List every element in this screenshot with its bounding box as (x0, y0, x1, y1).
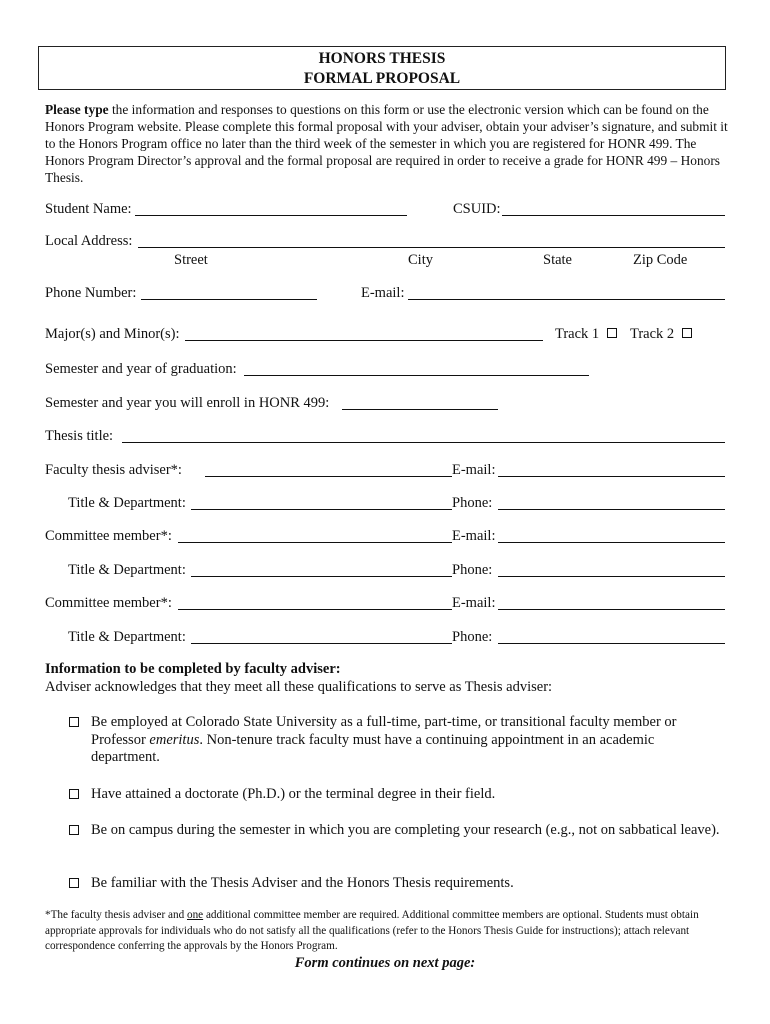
qualification1-checkbox[interactable] (69, 717, 79, 727)
committee-member2-title-dept-label: Title & Department: (68, 629, 186, 645)
thesis-title-field[interactable] (122, 442, 725, 443)
csuid-label: CSUID: (453, 201, 501, 217)
local-address-field[interactable] (138, 247, 725, 248)
form-title-line2: FORMAL PROPOSAL (303, 70, 461, 87)
form-continues-note: Form continues on next page: (294, 955, 476, 971)
footnote-underlined: one (186, 909, 204, 921)
thesis-title-label: Thesis title: (45, 428, 114, 444)
qualification1-text-emphasis: emeritus (149, 731, 200, 748)
committee-member2-phone-label: Phone: (452, 629, 493, 645)
committee-member2-email-label: E-mail: (452, 595, 496, 611)
committee-member1-label: Committee member*: (45, 528, 172, 544)
committee-member1-title-dept-label: Title & Department: (68, 562, 186, 578)
intro-lead: Please type (45, 102, 109, 117)
track2-label: Track 2 (630, 326, 675, 342)
faculty-adviser-field[interactable] (205, 476, 452, 477)
phone-number-field[interactable] (141, 299, 317, 300)
committee-member2-phone-field[interactable] (498, 643, 725, 644)
faculty-adviser-phone-field[interactable] (498, 509, 725, 510)
form-title-box (38, 46, 726, 90)
state-sublabel: State (543, 252, 572, 268)
majors-minors-label: Major(s) and Minor(s): (45, 326, 180, 342)
track1-checkbox[interactable] (607, 328, 617, 338)
csuid-field[interactable] (502, 215, 725, 216)
track2-checkbox[interactable] (682, 328, 692, 338)
faculty-adviser-phone-label: Phone: (452, 495, 493, 511)
faculty-adviser-title-dept-label: Title & Department: (68, 495, 186, 511)
footnote-pre: *The faculty thesis adviser and (45, 909, 187, 921)
form-title-line1: HONORS THESIS (318, 50, 446, 67)
qualification3-text: Be on campus during the semester in which you are completing your research (e.g., not on sabbatical leave). (91, 822, 720, 838)
qualification3-checkbox[interactable] (69, 825, 79, 835)
qualification1-text (91, 714, 721, 767)
student-name-label: Student Name: (45, 201, 132, 217)
committee-member2-label: Committee member*: (45, 595, 172, 611)
majors-minors-field[interactable] (185, 340, 543, 341)
adviser-section-subheading: Adviser acknowledges that they meet all these qualifications to serve as Thesis adviser: (45, 679, 553, 695)
committee-member1-title-dept-field[interactable] (191, 576, 452, 577)
faculty-adviser-title-dept-field[interactable] (191, 509, 452, 510)
committee-member2-email-field[interactable] (498, 609, 725, 610)
intro-text: the information and responses to questions on this form or use the electronic version which can be found on the Honors Program website. Please complete this formal proposal with your adviser, obtain your adviser’s signature, and submit it to the Honors Program office no later than the third week of the semester in which you are registered for HONR 499. The Honors Program Director’s approval and the formal proposal are required in order to receive a grade for HONR 499 – Honors Thesis. (45, 102, 728, 185)
graduation-semester-label: Semester and year of graduation: (45, 361, 237, 377)
committee-member1-phone-label: Phone: (452, 562, 493, 578)
committee-member1-phone-field[interactable] (498, 576, 725, 577)
footnote (45, 908, 735, 955)
committee-member1-email-field[interactable] (498, 542, 725, 543)
qualification2-text: Have attained a doctorate (Ph.D.) or the terminal degree in their field. (91, 786, 496, 802)
graduation-semester-field[interactable] (244, 375, 589, 376)
faculty-adviser-email-label: E-mail: (452, 462, 496, 478)
zip-sublabel: Zip Code (633, 252, 688, 268)
committee-member1-field[interactable] (178, 542, 452, 543)
adviser-section-heading: Information to be completed by faculty adviser: (45, 661, 341, 677)
committee-member1-email-label: E-mail: (452, 528, 496, 544)
qualification2-checkbox[interactable] (69, 789, 79, 799)
intro-paragraph (45, 101, 735, 186)
phone-number-label: Phone Number: (45, 285, 137, 301)
street-sublabel: Street (174, 252, 208, 268)
footnote-post: additional committee member are required. Additional committee members are optional. Students must obtain appropriate approvals for individuals who do not satisfy all the qualifications (refer to the Honors Thesis Guide for instructions); attach relevant correspondence conferring the approvals by the Honors Program. (45, 909, 699, 952)
qualification1-text-pre: Be employed at Colorado State University as a full-time, part-time, or transitional faculty member or Professor (91, 714, 677, 748)
city-sublabel: City (408, 252, 433, 268)
qualification4-checkbox[interactable] (69, 878, 79, 888)
committee-member2-field[interactable] (178, 609, 452, 610)
qualification4-text: Be familiar with the Thesis Adviser and the Honors Thesis requirements. (91, 875, 514, 891)
enroll-semester-label: Semester and year you will enroll in HONR 499: (45, 395, 330, 411)
committee-member2-title-dept-field[interactable] (191, 643, 452, 644)
student-email-field[interactable] (408, 299, 725, 300)
faculty-adviser-email-field[interactable] (498, 476, 725, 477)
enroll-semester-field[interactable] (342, 409, 498, 410)
track1-label: Track 1 (555, 326, 600, 342)
qualification1-text-post: . Non-tenure track faculty must have a continuing appointment in an academic department. (91, 731, 655, 765)
local-address-label: Local Address: (45, 233, 133, 249)
faculty-adviser-label: Faculty thesis adviser*: (45, 462, 182, 478)
student-name-field[interactable] (135, 215, 407, 216)
student-email-label: E-mail: (361, 285, 405, 301)
